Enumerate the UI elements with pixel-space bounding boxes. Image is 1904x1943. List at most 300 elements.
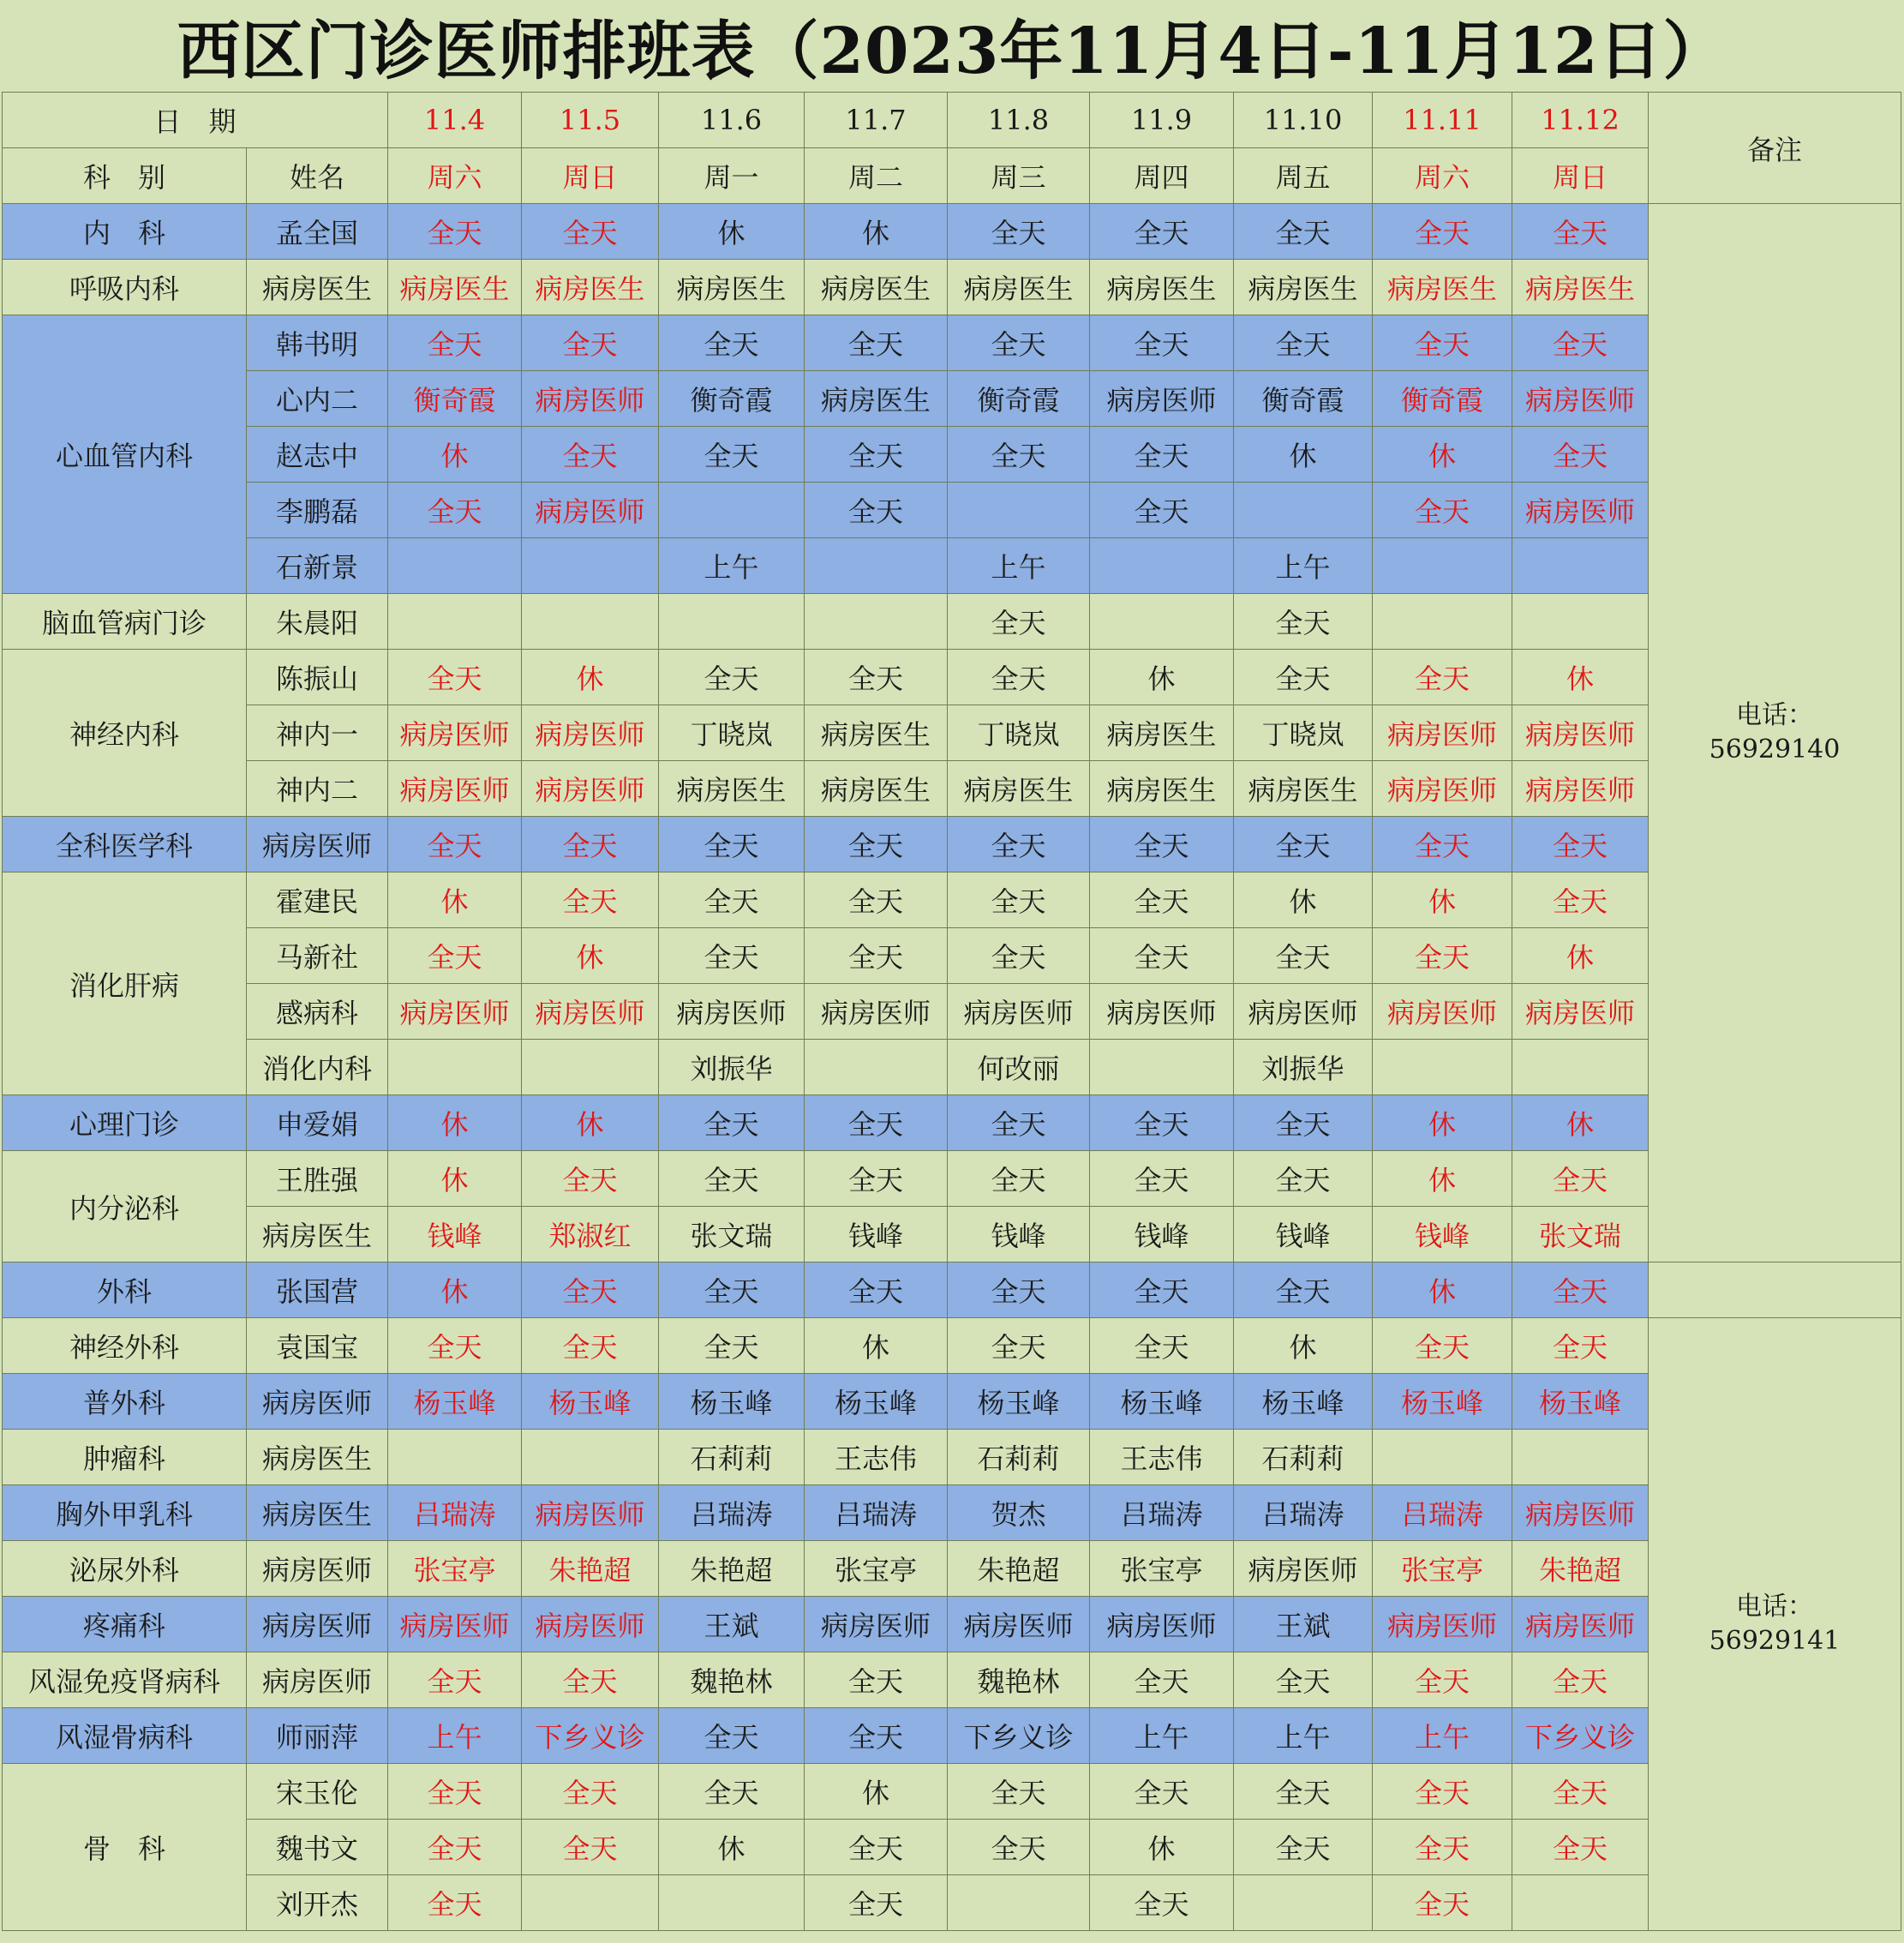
- department-cell: 神经内科: [3, 650, 247, 817]
- schedule-cell: 病房医生: [805, 371, 948, 427]
- schedule-cell: 病房医师: [522, 371, 659, 427]
- doctor-name-cell: 孟全国: [247, 204, 388, 260]
- schedule-cell: 全天: [948, 204, 1090, 260]
- schedule-cell: 全天: [1373, 817, 1512, 873]
- schedule-cell: [1373, 1430, 1512, 1485]
- schedule-cell: 休: [1512, 1095, 1649, 1151]
- schedule-cell: 病房医师: [1512, 761, 1649, 817]
- schedule-cell: 刘振华: [1234, 1040, 1373, 1095]
- schedule-cell: 全天: [805, 315, 948, 371]
- doctor-name-cell: 王胜强: [247, 1151, 388, 1207]
- table-row: [3, 1151, 1901, 1207]
- table-row: [3, 1207, 1901, 1262]
- doctor-name-cell: 病房医师: [247, 1374, 388, 1430]
- schedule-cell: 病房医生: [1090, 705, 1234, 761]
- table-row: [3, 1318, 1901, 1374]
- schedule-cell: [1512, 594, 1649, 650]
- schedule-cell: [805, 538, 948, 594]
- schedule-cell: 全天: [1512, 1652, 1649, 1708]
- schedule-cell: 全天: [659, 315, 805, 371]
- schedule-cell: 全天: [1234, 817, 1373, 873]
- schedule-cell: 张宝亭: [1090, 1541, 1234, 1597]
- schedule-cell: 全天: [388, 483, 522, 538]
- schedule-cell: 魏艳林: [659, 1652, 805, 1708]
- department-cell: 内分泌科: [3, 1151, 247, 1262]
- schedule-cell: 丁晓岚: [1234, 705, 1373, 761]
- table-row: [3, 705, 1901, 761]
- table-row: [3, 594, 1901, 650]
- schedule-cell: 全天: [948, 315, 1090, 371]
- schedule-cell: [1234, 1875, 1373, 1931]
- schedule-cell: [522, 1875, 659, 1931]
- schedule-cell: 上午: [1234, 538, 1373, 594]
- schedule-cell: 吕瑞涛: [1090, 1485, 1234, 1541]
- schedule-cell: 病房医生: [388, 260, 522, 315]
- schedule-cell: [1373, 594, 1512, 650]
- schedule-cell: 休: [1512, 928, 1649, 984]
- table-row: [3, 1040, 1901, 1095]
- schedule-cell: 全天: [522, 1262, 659, 1318]
- table-row: [3, 371, 1901, 427]
- schedule-cell: 休: [522, 928, 659, 984]
- schedule-cell: 病房医师: [659, 984, 805, 1040]
- schedule-cell: 休: [1090, 650, 1234, 705]
- schedule-cell: 病房医师: [1373, 1597, 1512, 1652]
- schedule-cell: 病房医师: [948, 984, 1090, 1040]
- schedule-cell: 全天: [522, 1764, 659, 1820]
- schedule-cell: [1090, 594, 1234, 650]
- schedule-cell: 病房医师: [1373, 705, 1512, 761]
- schedule-cell: 全天: [1090, 1151, 1234, 1207]
- table-row: [3, 204, 1901, 260]
- schedule-cell: 下乡义诊: [948, 1708, 1090, 1764]
- schedule-cell: 吕瑞涛: [388, 1485, 522, 1541]
- schedule-cell: 休: [1234, 427, 1373, 483]
- table-row: [3, 1430, 1901, 1485]
- doctor-name-cell: 魏书文: [247, 1820, 388, 1875]
- schedule-cell: 全天: [1373, 1318, 1512, 1374]
- department-cell: 风湿骨病科: [3, 1708, 247, 1764]
- schedule-cell: 休: [1373, 427, 1512, 483]
- doctor-name-cell: 病房医生: [247, 1485, 388, 1541]
- schedule-cell: [1512, 1875, 1649, 1931]
- schedule-cell: [1512, 1040, 1649, 1095]
- department-cell: 心理门诊: [3, 1095, 247, 1151]
- doctor-name-cell: 马新社: [247, 928, 388, 984]
- schedule-cell: 全天: [522, 315, 659, 371]
- schedule-cell: [388, 538, 522, 594]
- weekday-header: 周日: [522, 148, 659, 204]
- table-row: [3, 1541, 1901, 1597]
- weekday-header: 周二: [805, 148, 948, 204]
- schedule-cell: 全天: [948, 1095, 1090, 1151]
- schedule-cell: 全天: [522, 204, 659, 260]
- weekday-header: 周四: [1090, 148, 1234, 204]
- schedule-cell: 全天: [659, 427, 805, 483]
- schedule-cell: 全天: [1090, 1262, 1234, 1318]
- schedule-cell: [1512, 1430, 1649, 1485]
- table-row: [3, 873, 1901, 928]
- schedule-cell: [948, 483, 1090, 538]
- schedule-cell: 全天: [1512, 315, 1649, 371]
- schedule-cell: 全天: [805, 928, 948, 984]
- schedule-cell: 全天: [1090, 483, 1234, 538]
- table-row: [3, 427, 1901, 483]
- schedule-cell: 休: [522, 1095, 659, 1151]
- schedule-cell: 全天: [1234, 1151, 1373, 1207]
- schedule-cell: [659, 594, 805, 650]
- schedule-cell: 全天: [1090, 1095, 1234, 1151]
- schedule-cell: 全天: [659, 1708, 805, 1764]
- schedule-cell: 朱艳超: [659, 1541, 805, 1597]
- table-row: [3, 260, 1901, 315]
- schedule-cell: 病房医生: [948, 761, 1090, 817]
- schedule-cell: 全天: [805, 1095, 948, 1151]
- schedule-cell: 病房医生: [805, 761, 948, 817]
- schedule-cell: 休: [805, 1764, 948, 1820]
- schedule-cell: 全天: [1090, 204, 1234, 260]
- schedule-cell: 吕瑞涛: [659, 1485, 805, 1541]
- schedule-cell: 朱艳超: [522, 1541, 659, 1597]
- doctor-name-cell: 消化内科: [247, 1040, 388, 1095]
- schedule-cell: 全天: [1090, 1652, 1234, 1708]
- table-row: [3, 1374, 1901, 1430]
- schedule-cell: 石莉莉: [948, 1430, 1090, 1485]
- date-header: 11.4: [388, 93, 522, 148]
- schedule-cell: 休: [1234, 873, 1373, 928]
- schedule-cell: 全天: [805, 427, 948, 483]
- schedule-cell: 休: [388, 1151, 522, 1207]
- schedule-cell: 王斌: [1234, 1597, 1373, 1652]
- schedule-cell: 魏艳林: [948, 1652, 1090, 1708]
- schedule-cell: 休: [388, 873, 522, 928]
- schedule-cell: [659, 483, 805, 538]
- weekday-header: 周六: [1373, 148, 1512, 204]
- table-row: [3, 538, 1901, 594]
- table-row: [3, 817, 1901, 873]
- schedule-cell: 全天: [659, 817, 805, 873]
- schedule-cell: [522, 1040, 659, 1095]
- schedule-cell: 全天: [948, 1262, 1090, 1318]
- schedule-cell: [388, 594, 522, 650]
- schedule-cell: 全天: [1512, 817, 1649, 873]
- schedule-cell: 病房医师: [1512, 984, 1649, 1040]
- table-row: [3, 1485, 1901, 1541]
- schedule-cell: 全天: [388, 1764, 522, 1820]
- schedule-cell: 休: [388, 1095, 522, 1151]
- note-blank-cell: [1649, 1262, 1901, 1318]
- schedule-cell: 全天: [1373, 1652, 1512, 1708]
- schedule-cell: [805, 1040, 948, 1095]
- schedule-cell: 张文瑞: [1512, 1207, 1649, 1262]
- schedule-cell: 全天: [659, 1151, 805, 1207]
- schedule-cell: 全天: [1234, 1764, 1373, 1820]
- weekday-header: 周一: [659, 148, 805, 204]
- schedule-cell: 病房医师: [388, 1597, 522, 1652]
- schedule-cell: 休: [1234, 1318, 1373, 1374]
- schedule-cell: 病房医生: [1090, 260, 1234, 315]
- schedule-cell: 病房医生: [1234, 260, 1373, 315]
- doctor-name-cell: 宋玉伦: [247, 1764, 388, 1820]
- schedule-cell: 上午: [948, 538, 1090, 594]
- table-row: [3, 928, 1901, 984]
- schedule-cell: 全天: [659, 1764, 805, 1820]
- schedule-cell: 全天: [948, 650, 1090, 705]
- schedule-cell: 病房医师: [948, 1597, 1090, 1652]
- department-cell: 内 科: [3, 204, 247, 260]
- schedule-cell: 杨玉峰: [1373, 1374, 1512, 1430]
- doctor-name-cell: 病房医师: [247, 1597, 388, 1652]
- schedule-cell: 上午: [659, 538, 805, 594]
- schedule-cell: 王斌: [659, 1597, 805, 1652]
- doctor-name-cell: 病房医师: [247, 817, 388, 873]
- schedule-cell: 病房医师: [522, 1485, 659, 1541]
- schedule-cell: 全天: [659, 1262, 805, 1318]
- schedule-cell: 全天: [948, 1151, 1090, 1207]
- schedule-cell: [805, 594, 948, 650]
- department-cell: 胸外甲乳科: [3, 1485, 247, 1541]
- department-cell: 呼吸内科: [3, 260, 247, 315]
- table-row: [3, 1764, 1901, 1820]
- schedule-cell: 衡奇霞: [659, 371, 805, 427]
- schedule-cell: 全天: [388, 1875, 522, 1931]
- schedule-cell: 全天: [948, 817, 1090, 873]
- table-row: [3, 650, 1901, 705]
- table-row: [3, 483, 1901, 538]
- schedule-cell: 杨玉峰: [522, 1374, 659, 1430]
- schedule-cell: 全天: [659, 1095, 805, 1151]
- schedule-cell: 病房医师: [388, 705, 522, 761]
- department-cell: 风湿免疫肾病科: [3, 1652, 247, 1708]
- doctor-name-cell: 陈振山: [247, 650, 388, 705]
- schedule-cell: 全天: [1090, 1875, 1234, 1931]
- schedule-cell: 全天: [805, 1262, 948, 1318]
- schedule-cell: 全天: [1512, 1764, 1649, 1820]
- table-row: [3, 984, 1901, 1040]
- schedule-table: [2, 92, 1901, 1931]
- doctor-name-cell: 病房医生: [247, 260, 388, 315]
- schedule-cell: 钱峰: [1373, 1207, 1512, 1262]
- schedule-cell: 病房医师: [522, 761, 659, 817]
- doctor-name-cell: 师丽萍: [247, 1708, 388, 1764]
- schedule-cell: 病房医生: [805, 260, 948, 315]
- schedule-cell: 全天: [522, 817, 659, 873]
- schedule-cell: 全天: [805, 1151, 948, 1207]
- schedule-cell: [522, 538, 659, 594]
- table-row: [3, 1262, 1901, 1318]
- schedule-cell: 病房医师: [1234, 984, 1373, 1040]
- name-label: 姓名: [247, 148, 388, 204]
- schedule-cell: 休: [522, 650, 659, 705]
- table-row: [3, 1095, 1901, 1151]
- schedule-cell: 上午: [1234, 1708, 1373, 1764]
- schedule-cell: 全天: [388, 650, 522, 705]
- schedule-cell: 贺杰: [948, 1485, 1090, 1541]
- doctor-name-cell: 病房医师: [247, 1541, 388, 1597]
- doctor-name-cell: 病房医师: [247, 1652, 388, 1708]
- schedule-cell: 全天: [522, 1820, 659, 1875]
- schedule-cell: 全天: [388, 1652, 522, 1708]
- date-header: 11.11: [1373, 93, 1512, 148]
- doctor-name-cell: 袁国宝: [247, 1318, 388, 1374]
- schedule-cell: 休: [805, 1318, 948, 1374]
- table-row: [3, 1875, 1901, 1931]
- date-header: 11.5: [522, 93, 659, 148]
- schedule-cell: 全天: [1512, 204, 1649, 260]
- schedule-cell: 全天: [805, 1652, 948, 1708]
- schedule-cell: 病房医生: [659, 761, 805, 817]
- doctor-name-cell: 申爱娟: [247, 1095, 388, 1151]
- department-cell: 外科: [3, 1262, 247, 1318]
- table-row: [3, 1820, 1901, 1875]
- schedule-cell: 全天: [1234, 1820, 1373, 1875]
- schedule-cell: 王志伟: [1090, 1430, 1234, 1485]
- schedule-cell: 全天: [1512, 1262, 1649, 1318]
- schedule-cell: [659, 1875, 805, 1931]
- schedule-cell: 全天: [948, 873, 1090, 928]
- schedule-cell: 病房医师: [1512, 1597, 1649, 1652]
- schedule-cell: 张宝亭: [388, 1541, 522, 1597]
- schedule-cell: 丁晓岚: [948, 705, 1090, 761]
- note-phone-1: 电话： 56929140: [1649, 204, 1901, 1262]
- schedule-cell: 全天: [1373, 928, 1512, 984]
- schedule-cell: 钱峰: [805, 1207, 948, 1262]
- schedule-cell: 杨玉峰: [1512, 1374, 1649, 1430]
- schedule-cell: 全天: [1373, 1764, 1512, 1820]
- doctor-name-cell: 张国营: [247, 1262, 388, 1318]
- schedule-cell: 全天: [1373, 315, 1512, 371]
- schedule-cell: 休: [388, 427, 522, 483]
- date-label: 日 期: [3, 93, 388, 148]
- schedule-cell: 病房医师: [522, 1597, 659, 1652]
- schedule-cell: [948, 1875, 1090, 1931]
- schedule-cell: 全天: [1373, 204, 1512, 260]
- schedule-cell: 全天: [388, 1820, 522, 1875]
- department-cell: 心血管内科: [3, 315, 247, 594]
- schedule-cell: 杨玉峰: [948, 1374, 1090, 1430]
- schedule-cell: 病房医生: [805, 705, 948, 761]
- schedule-cell: [1512, 538, 1649, 594]
- department-cell: 脑血管病门诊: [3, 594, 247, 650]
- schedule-cell: 杨玉峰: [659, 1374, 805, 1430]
- schedule-cell: 病房医师: [388, 761, 522, 817]
- table-row: [3, 1652, 1901, 1708]
- weekday-header: 周日: [1512, 148, 1649, 204]
- schedule-cell: 全天: [659, 1318, 805, 1374]
- schedule-cell: 病房医生: [948, 260, 1090, 315]
- schedule-cell: 全天: [388, 928, 522, 984]
- schedule-cell: 全天: [1234, 650, 1373, 705]
- schedule-cell: 全天: [805, 483, 948, 538]
- schedule-cell: 衡奇霞: [1234, 371, 1373, 427]
- schedule-cell: [1090, 538, 1234, 594]
- schedule-cell: 钱峰: [1234, 1207, 1373, 1262]
- doctor-name-cell: 韩书明: [247, 315, 388, 371]
- schedule-cell: 杨玉峰: [1234, 1374, 1373, 1430]
- schedule-cell: 休: [1373, 1151, 1512, 1207]
- schedule-cell: 全天: [1234, 1095, 1373, 1151]
- schedule-cell: 全天: [1090, 1318, 1234, 1374]
- schedule-cell: 上午: [1090, 1708, 1234, 1764]
- date-header: 11.9: [1090, 93, 1234, 148]
- schedule-cell: 全天: [805, 1875, 948, 1931]
- schedule-cell: 衡奇霞: [1373, 371, 1512, 427]
- schedule-cell: 全天: [805, 1820, 948, 1875]
- schedule-cell: [388, 1040, 522, 1095]
- schedule-cell: 休: [659, 1820, 805, 1875]
- department-cell: 疼痛科: [3, 1597, 247, 1652]
- header-row-weekdays: [3, 148, 1901, 204]
- schedule-cell: 全天: [1512, 427, 1649, 483]
- schedule-cell: 全天: [1234, 928, 1373, 984]
- schedule-cell: 休: [1373, 1095, 1512, 1151]
- date-header: 11.7: [805, 93, 948, 148]
- department-cell: 泌尿外科: [3, 1541, 247, 1597]
- schedule-cell: 全天: [1234, 315, 1373, 371]
- schedule-cell: 全天: [1234, 1652, 1373, 1708]
- schedule-cell: 病房医生: [1090, 761, 1234, 817]
- weekday-header: 周六: [388, 148, 522, 204]
- schedule-cell: 全天: [1373, 483, 1512, 538]
- schedule-cell: 王志伟: [805, 1430, 948, 1485]
- schedule-cell: 病房医生: [1373, 260, 1512, 315]
- doctor-name-cell: 朱晨阳: [247, 594, 388, 650]
- department-cell: 肿瘤科: [3, 1430, 247, 1485]
- schedule-cell: 全天: [1090, 873, 1234, 928]
- schedule-cell: 全天: [388, 817, 522, 873]
- department-cell: 神经外科: [3, 1318, 247, 1374]
- schedule-cell: 衡奇霞: [388, 371, 522, 427]
- date-header: 11.10: [1234, 93, 1373, 148]
- schedule-cell: 全天: [948, 1820, 1090, 1875]
- schedule-cell: 病房医生: [522, 260, 659, 315]
- schedule-cell: 病房医师: [1512, 483, 1649, 538]
- schedule-cell: 休: [1373, 873, 1512, 928]
- schedule-cell: [522, 594, 659, 650]
- table-row: [3, 1708, 1901, 1764]
- schedule-cell: 全天: [1090, 928, 1234, 984]
- schedule-cell: 全天: [1090, 427, 1234, 483]
- schedule-cell: 下乡义诊: [1512, 1708, 1649, 1764]
- schedule-cell: 朱艳超: [948, 1541, 1090, 1597]
- schedule-cell: 吕瑞涛: [1234, 1485, 1373, 1541]
- schedule-cell: 石莉莉: [1234, 1430, 1373, 1485]
- department-cell: 消化肝病: [3, 873, 247, 1095]
- schedule-cell: 休: [388, 1262, 522, 1318]
- schedule-cell: 朱艳超: [1512, 1541, 1649, 1597]
- schedule-cell: 休: [1373, 1262, 1512, 1318]
- schedule-cell: 全天: [1373, 650, 1512, 705]
- schedule-cell: 石莉莉: [659, 1430, 805, 1485]
- schedule-cell: 杨玉峰: [388, 1374, 522, 1430]
- schedule-cell: [388, 1430, 522, 1485]
- schedule-cell: 全天: [659, 650, 805, 705]
- schedule-cell: 全天: [805, 817, 948, 873]
- table-row: [3, 315, 1901, 371]
- date-header: 11.12: [1512, 93, 1649, 148]
- schedule-cell: 张宝亭: [805, 1541, 948, 1597]
- doctor-name-cell: 神内一: [247, 705, 388, 761]
- schedule-cell: 全天: [522, 1318, 659, 1374]
- schedule-cell: 休: [1090, 1820, 1234, 1875]
- schedule-cell: 病房医师: [522, 705, 659, 761]
- schedule-cell: 病房医师: [388, 984, 522, 1040]
- schedule-cell: 全天: [388, 1318, 522, 1374]
- schedule-cell: 病房医师: [805, 1597, 948, 1652]
- note-phone-2: 电话： 56929141: [1649, 1318, 1901, 1931]
- doctor-name-cell: 李鹏磊: [247, 483, 388, 538]
- schedule-cell: 病房医师: [1090, 1597, 1234, 1652]
